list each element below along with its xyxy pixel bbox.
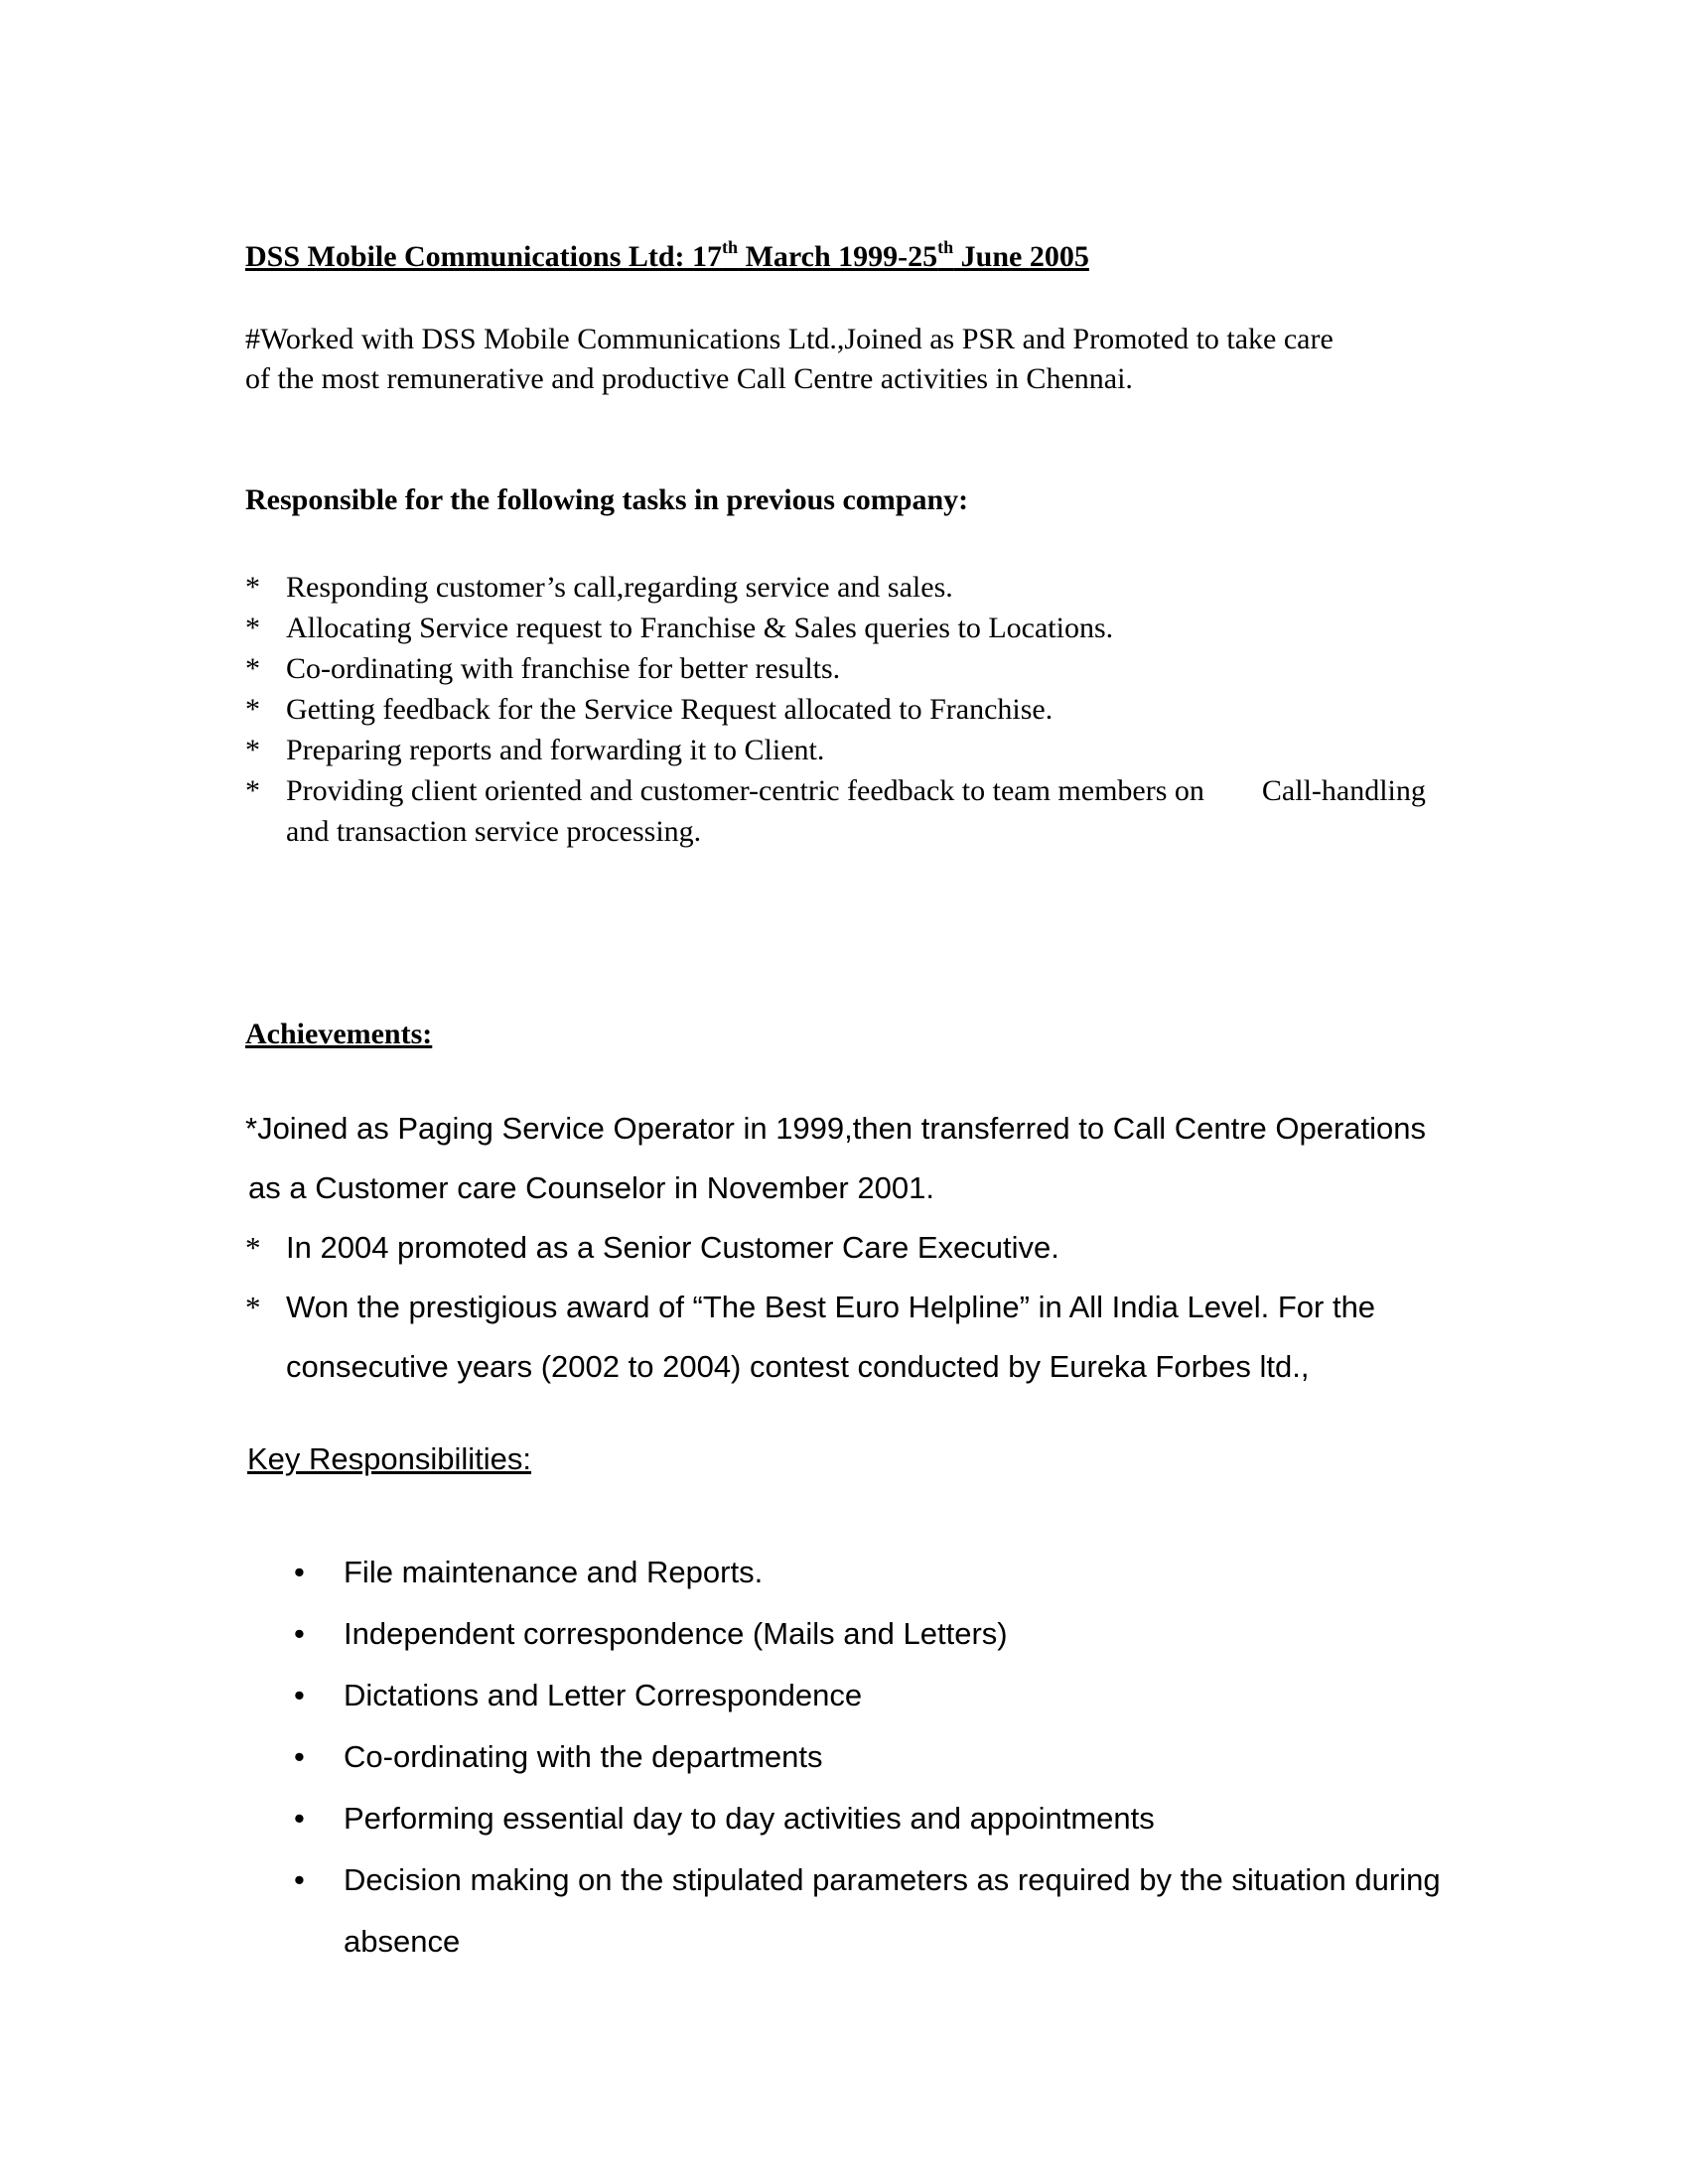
list-item (245, 730, 1556, 770)
list-item-text: Responding customer’s call,regarding service and sales. (286, 571, 953, 604)
list-item-text: Co-ordinating with franchise for better results. (286, 652, 841, 685)
list-item-text: Co-ordinating with the departments (344, 1739, 823, 1774)
achievement-item (245, 1099, 1536, 1159)
asterisk-bullet: * (245, 612, 260, 644)
asterisk-bullet: * (245, 774, 260, 807)
achievement-item (245, 1218, 1536, 1278)
bullet-dot: • (294, 1862, 305, 1897)
ordinal-suffix-end: th (937, 237, 954, 257)
list-item (294, 1603, 1545, 1665)
key-responsibilities-heading: Key Responsibilities: (247, 1441, 532, 1476)
bullet-dot: • (294, 1616, 305, 1651)
list-item-text: Dictations and Letter Correspondence (344, 1678, 863, 1712)
achievements-heading: Achievements: (245, 1018, 433, 1050)
asterisk-bullet: * (245, 652, 260, 685)
list-item-text: Getting feedback for the Service Request allocated to Franchise. (286, 693, 1054, 726)
company-heading-mid: March 1999-25 (738, 240, 938, 273)
list-item-text: Independent correspondence (Mails and Letters) (344, 1616, 1008, 1651)
asterisk-bullet: * (245, 1230, 261, 1265)
achievement-item-continuation (245, 1159, 1536, 1218)
bullet-dot: • (294, 1678, 305, 1712)
company-heading-name: DSS Mobile Communications Ltd: 17 (245, 240, 723, 273)
asterisk-bullet: * (245, 1290, 261, 1324)
company-heading (245, 237, 1089, 274)
list-item-text-part: Providing client oriented and customer-centric feedback to team members on (286, 774, 1204, 807)
list-item-text: File maintenance and Reports. (344, 1555, 764, 1589)
list-item (294, 1788, 1545, 1849)
list-item-text-line1: Decision making on the stipulated parameters as required by the situation during (344, 1862, 1441, 1897)
list-item (245, 608, 1556, 648)
achievement-text: In 2004 promoted as a Senior Customer Care Executive. (286, 1230, 1059, 1265)
list-item (245, 648, 1556, 689)
achievement-text: Won the prestigious award of “The Best Euro Helpline” in All India Level. For the (286, 1290, 1376, 1324)
key-responsibilities-list (294, 1542, 1545, 1973)
experience-intro (245, 320, 1516, 399)
bullet-dot: • (294, 1555, 305, 1589)
list-item (245, 689, 1556, 730)
achievements-list (245, 1099, 1536, 1397)
responsibilities-list (245, 567, 1556, 852)
bullet-dot: • (294, 1801, 305, 1836)
company-heading-end: June 2005 (953, 240, 1089, 273)
list-item-text-part: Call-handling (1261, 774, 1426, 807)
asterisk-bullet: * (245, 734, 260, 766)
list-item (245, 770, 1556, 852)
list-item-text-line1 (286, 770, 1556, 811)
asterisk-bullet: * (245, 571, 260, 604)
achievement-text: as a Customer care Counselor in November 2001. (248, 1170, 934, 1205)
list-item-text-line2: and transaction service processing. (286, 815, 702, 848)
responsibilities-heading: Responsible for the following tasks in previous company: (245, 483, 969, 516)
bullet-dot: • (294, 1739, 305, 1774)
list-item (294, 1665, 1545, 1726)
achievement-text: *Joined as Paging Service Operator in 1999,then transferred to Call Centre Operations (245, 1111, 1427, 1146)
ordinal-suffix-start: th (722, 237, 739, 257)
asterisk-bullet: * (245, 693, 260, 726)
achievement-text: consecutive years (2002 to 2004) contest conducted by Eureka Forbes ltd., (286, 1349, 1310, 1384)
list-item-text-line2: absence (344, 1924, 461, 1959)
intro-line: #Worked with DSS Mobile Communications Ltd.,Joined as PSR and Promoted to take care (245, 323, 1334, 355)
list-item (294, 1849, 1545, 1973)
intro-line: of the most remunerative and productive Call Centre activities in Chennai. (245, 362, 1133, 395)
list-item-text: Preparing reports and forwarding it to Client. (286, 734, 825, 766)
list-item-text: Performing essential day to day activities and appointments (344, 1801, 1155, 1836)
achievement-item-continuation (245, 1337, 1536, 1397)
achievement-item (245, 1278, 1536, 1337)
list-item (245, 567, 1556, 608)
list-item (294, 1542, 1545, 1603)
list-item-text: Allocating Service request to Franchise & Sales queries to Locations. (286, 612, 1114, 644)
list-item (294, 1726, 1545, 1788)
